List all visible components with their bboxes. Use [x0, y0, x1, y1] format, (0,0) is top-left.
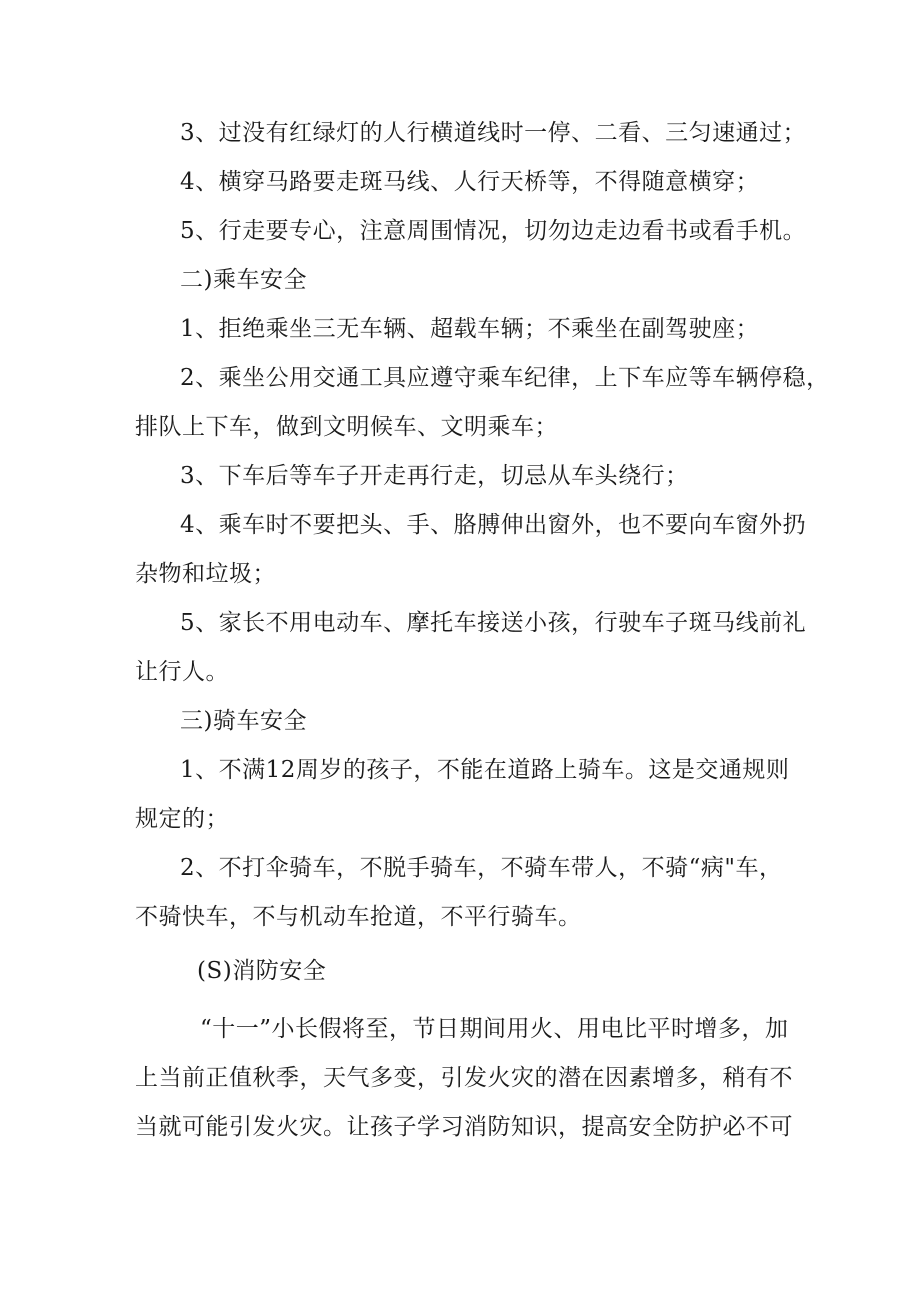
paragraph-line: 4、横穿马路要走斑马线、人行天桥等，不得随意横穿； [180, 169, 760, 195]
paragraph-line: “十一”小长假将至，节日期间用火、用电比平时增多，加 [200, 1016, 789, 1042]
paragraph-line: 4、乘车时不要把头、手、胳膊伸出窗外，也不要向车窗外扔 [180, 512, 807, 538]
paragraph-line: 让行人。 [135, 659, 229, 685]
paragraph-line: 不骑快车，不与机动车抢道，不平行骑车。 [135, 904, 582, 930]
section-heading: (S)消防安全 [197, 958, 327, 984]
paragraph-line: 1、不满12周岁的孩子，不能在道路上骑车。这是交通规则 [180, 757, 790, 783]
paragraph-line: 5、行走要专心，注意周围情况，切勿边走边看书或看手机。 [180, 218, 807, 244]
paragraph-line: 1、拒绝乘坐三无车辆、超载车辆；不乘坐在副驾驶座； [180, 316, 760, 342]
paragraph-line: 3、下车后等车子开走再行走，切忌从车头绕行； [180, 463, 689, 489]
paragraph-line: 杂物和垃圾； [135, 561, 276, 587]
paragraph-line: 规定的； [135, 806, 229, 832]
paragraph-line: 排队上下车，做到文明候车、文明乘车； [135, 414, 558, 440]
paragraph-line: 当就可能引发火灾。让孩子学习消防知识，提高安全防护必不可 [135, 1114, 793, 1140]
section-heading: 三)骑车安全 [180, 708, 307, 734]
paragraph-line: 5、家长不用电动车、摩托车接送小孩，行驶车子斑马线前礼 [180, 610, 807, 636]
section-heading: 二)乘车安全 [180, 267, 307, 293]
paragraph-line: 上当前正值秋季，天气多变，引发火灾的潜在因素增多，稍有不 [135, 1065, 793, 1091]
paragraph-line: 2、乘坐公用交通工具应遵守乘车纪律，上下车应等车辆停稳， [180, 365, 830, 391]
paragraph-line: 3、过没有红绿灯的人行横道线时一停、二看、三匀速通过； [180, 120, 807, 146]
paragraph-line: 2、不打伞骑车，不脱手骑车，不骑车带人，不骑“病"车， [180, 855, 783, 881]
